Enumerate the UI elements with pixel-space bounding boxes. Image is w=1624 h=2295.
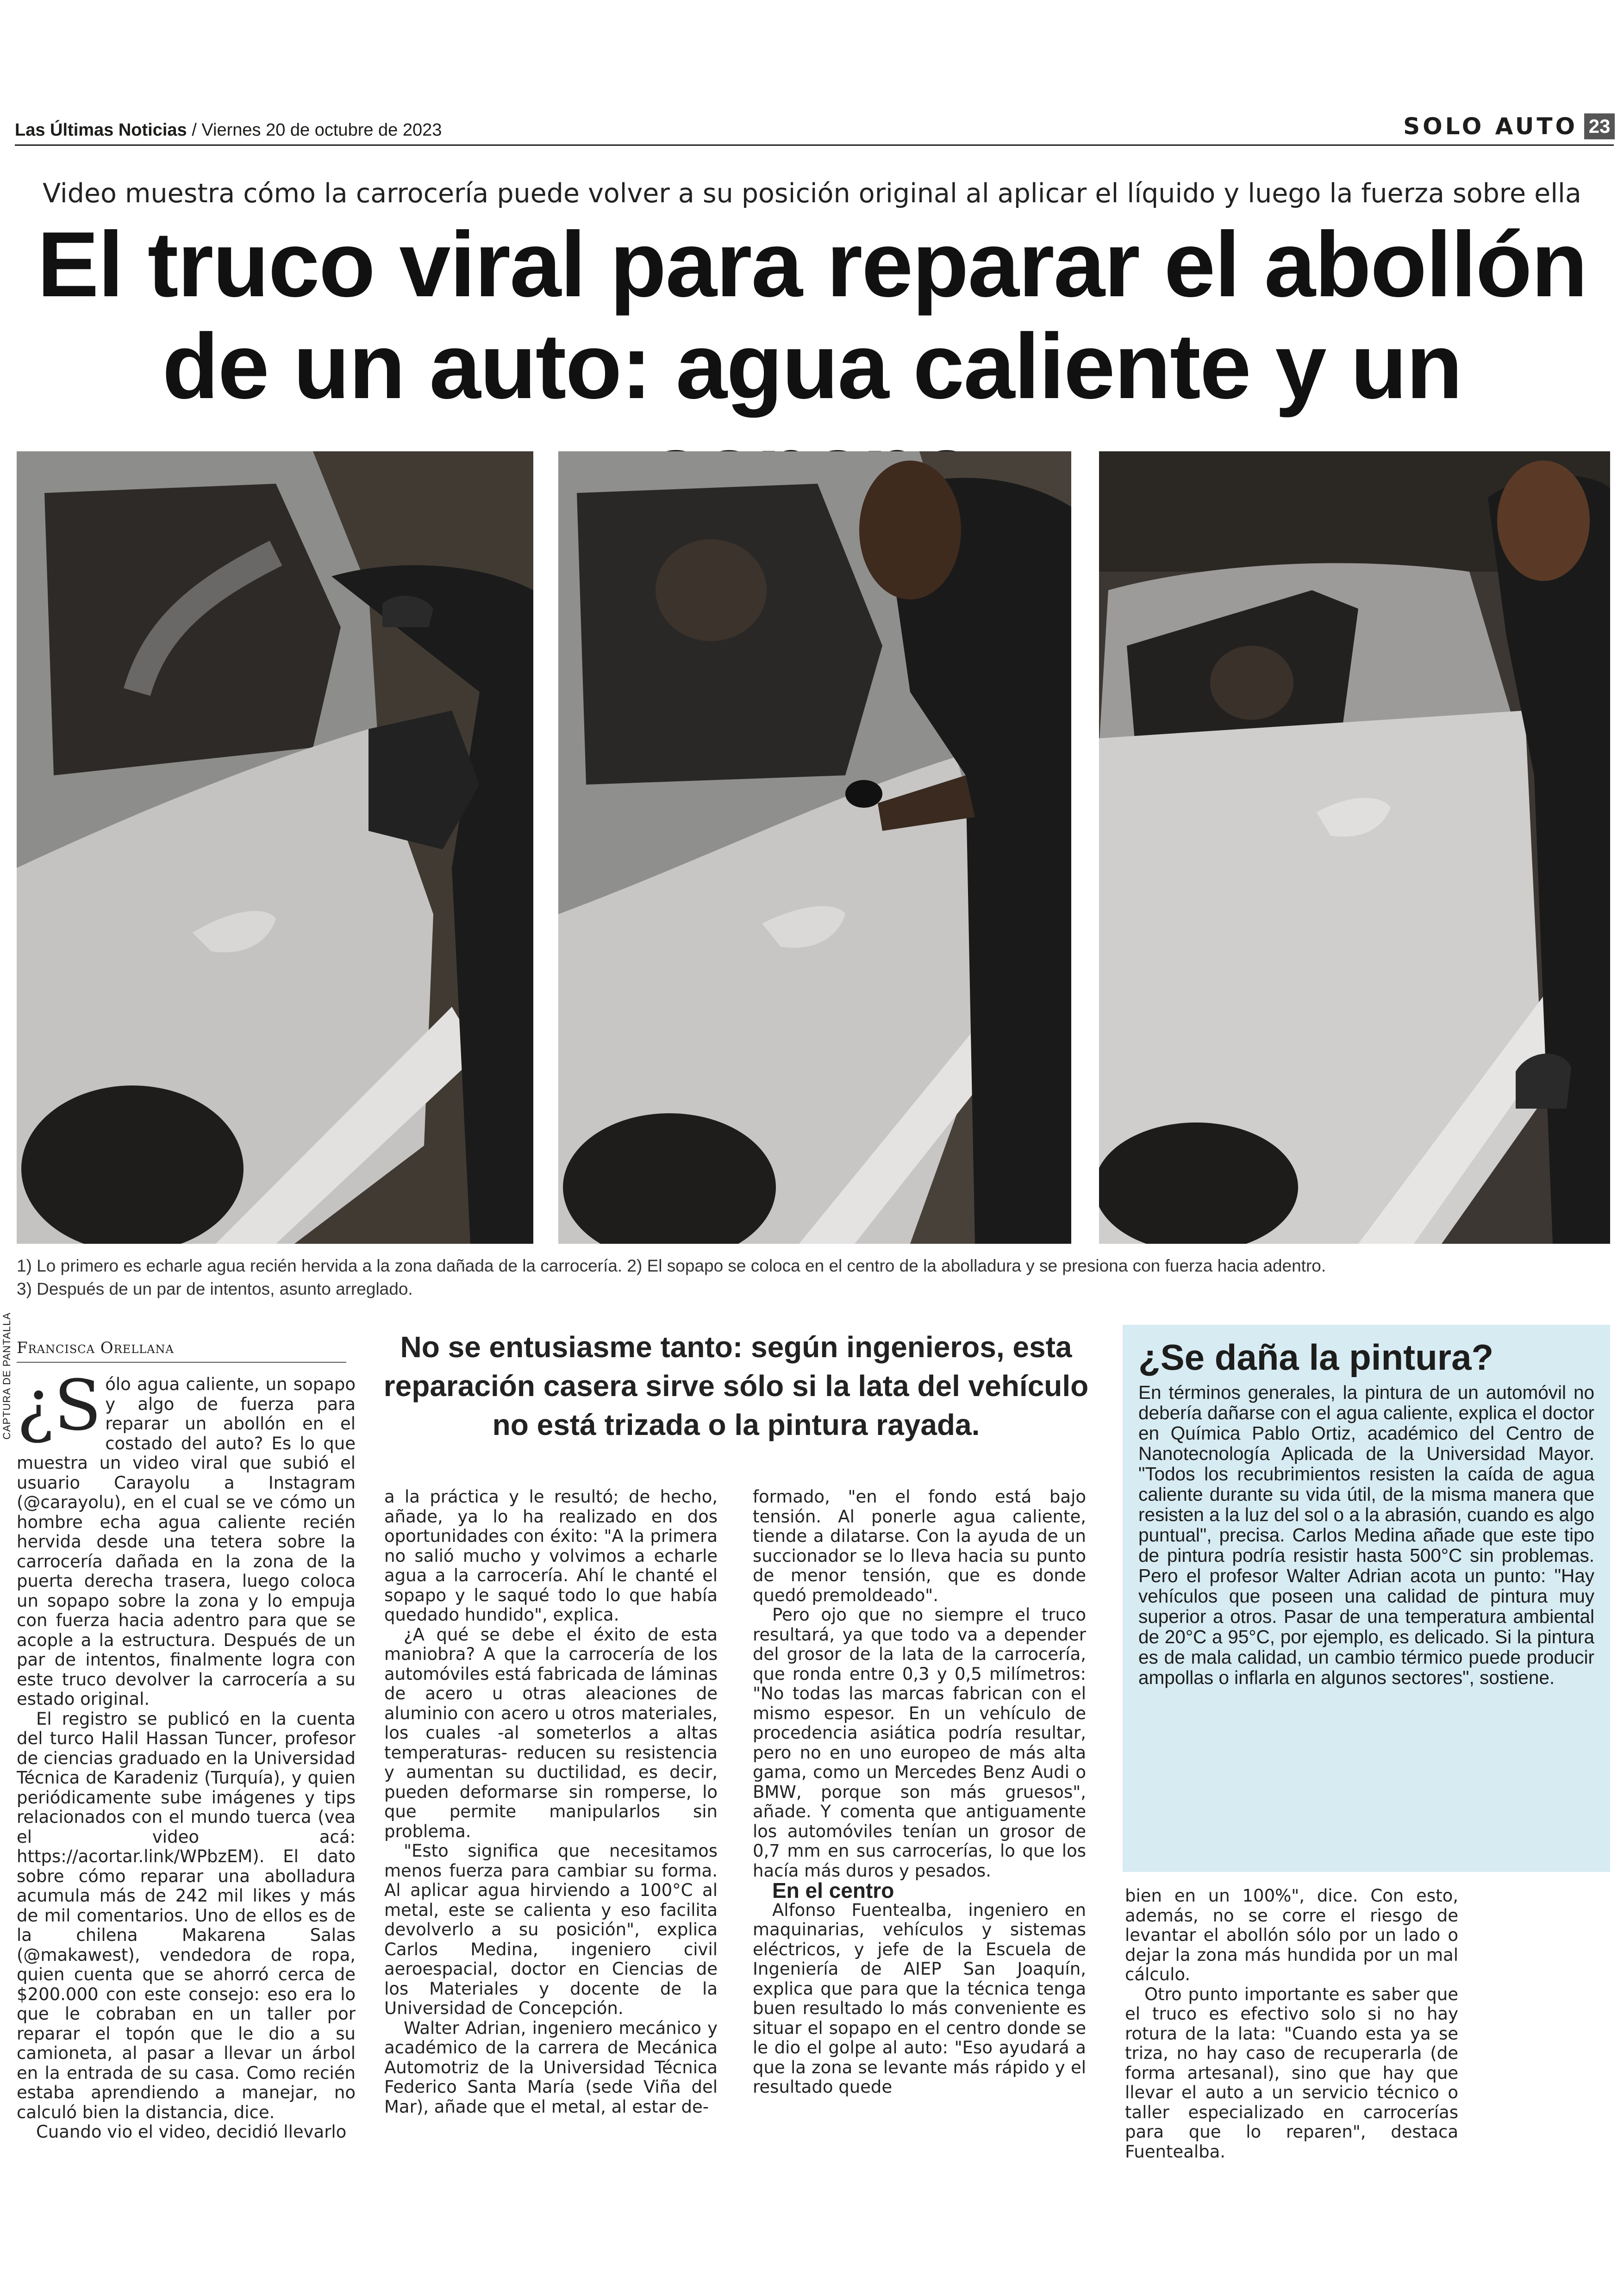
publication-name: Las Últimas Noticias bbox=[15, 120, 187, 140]
photo-credit bbox=[1, 1245, 18, 1440]
photo-1-hot-water bbox=[17, 451, 533, 1244]
byline: Francisca Orellana bbox=[17, 1339, 174, 1357]
col1-p1-text: ólo agua caliente, un sopapo y algo de fuerza para reparar un abollón en el costado del auto? Es lo que muestra un video viral que subió el usuario Carayolu a Instagram (@carayolu), en el cual se ve cómo un hombre echa agua caliente recién hervida desde una tetera sobre la carrocería dañada en la zona de la puerta derecha trasera, luego coloca un sopapo sobre la zona y lo empuja con fuerza hacia adentro para que se acople a la estructura. Después de un par de intentos, finalmente logra con este truco devolver la carrocería a su estado original. bbox=[17, 1374, 356, 1709]
body-column-4 bbox=[1125, 1886, 1458, 2162]
article-headline: El truco viral para reparar el abollón de un auto: agua caliente y un bbox=[37, 213, 1587, 418]
photo-credit-text: CAPTURA DE PANTALLA bbox=[1, 1312, 12, 1440]
pull-quote: No se entusiasme tanto: según ingenieros, esta reparación casera sirve sólo si la lata del vehículo no está trizada o la pintura rayada. bbox=[383, 1330, 1089, 1441]
byline-rule bbox=[17, 1362, 346, 1363]
masthead-right bbox=[1403, 113, 1615, 140]
photo-3-repaired bbox=[1099, 451, 1610, 1244]
col1-paragraph-1 bbox=[17, 1366, 356, 1709]
body-column-1 bbox=[17, 1366, 356, 2142]
sidebar-title: ¿Se daña la pintura? bbox=[1138, 1337, 1494, 1378]
col1-paragraph-2: El registro se publicó en la cuenta del turco Halil Hassan Tuncer, profesor de ciencias graduado en la Universidad Técnica de Karadeniz (Turquía), y quien periódicamente sube imágenes y tips relacionados con el mundo tuerca (vea el video acá: https://acortar.link/WPbzEM). El dato sobre cómo reparar una abolladura acumula más de 242 mil likes y más de mil comentarios. Uno de ellos es de la chilena Makarena Salas (@makawest), vendedora de ropa, quien cuenta que se ahorró cerca de $200.000 con este consejo: eso era lo que le cobraban en un taller por reparar el topón que le dio a su camioneta, al pasar a llevar un árbol en la entrada de su casa. Como recién estaba aprendiendo a manejar, no calculó bien la distancia, dice. bbox=[17, 1709, 356, 2122]
page-number: 23 bbox=[1584, 113, 1615, 139]
caption-line-2: 3) Después de un par de intentos, asunto arreglado. bbox=[17, 1279, 413, 1298]
body-column-2 bbox=[384, 1487, 718, 2117]
photo-2-plunger bbox=[558, 451, 1071, 1244]
masthead-separator: / bbox=[187, 120, 202, 140]
col2-paragraph-3: "Esto significa que necesitamos menos fuerza para cambiar su forma. Al aplicar agua hirviendo a 100°C al metal, este se calienta y eso facilita devolverlo a su posición", explica Carlos Medina, ingeniero civil aeroespacial, doctor en Ciencias de los Materiales y docente de la Universidad de Concepción. bbox=[384, 1841, 718, 2018]
section-label: SOLO AUTO bbox=[1403, 113, 1578, 140]
col4-paragraph-1: bien en un 100%", dice. Con esto, además, no se corre el riesgo de levantar el abollón sólo por un lado o dejar la zona más hundida por un mal cálculo. bbox=[1125, 1886, 1458, 1984]
article-subtitle: Video muestra cómo la carrocería puede volver a su posición original al aplicar el líquido y luego la fuerza sobre ella bbox=[43, 178, 1581, 209]
sidebar-text: En términos generales, la pintura de un automóvil no debería dañarse con el agua caliente, explica el doctor en Química Pablo Ortiz, académico del Centro de Nanotecnología Aplicada de la Universidad Mayor. "Todos los recubrimientos resisten la caída de agua caliente durante su vida útil, de la misma manera que resisten a la luz del sol o a la abrasión, cuando es algo puntual", precisa. Carlos Medina añade que este tipo de pintura podría resistir hasta 500°C sin problemas. Pero el profesor Walter Adrian acota un punto: "Hay vehículos que poseen una calidad de pintura muy superior a otros. Pasar de una temperatura ambiental de 20°C a 95°C, por ejemplo, es delicado. Si la pintura es de mala calidad, un cambio térmico puede producir ampollas o inflarla en algunos sectores", sostiene. bbox=[1138, 1382, 1594, 1688]
body-column-3 bbox=[753, 1487, 1086, 2097]
col3-paragraph-3: Alfonso Fuentealba, ingeniero en maquinarias, vehículos y sistemas eléctricos, y jefe de la Escuela de Ingeniería de AIEP San Joaquín, explica que para que la técnica tenga buen resultado lo más conveniente es situar el sopapo en el centro donde se le dio el golpe al auto: "Eso ayudará a que la zona se levante más rápido y el resultado quede bbox=[753, 1900, 1086, 2097]
col2-paragraph-1: a la práctica y le resultó; de hecho, añade, ya lo ha realizado en dos oportunidades con éxito: "A la primera no salió mucho y volvimos a echarle agua a la carrocería. Ahí le chanté el sopapo y le saqué todo lo que había quedado hundido", explica. bbox=[384, 1487, 718, 1625]
col3-subhead: En el centro bbox=[772, 1878, 894, 1902]
issue-date: Viernes 20 de octubre de 2023 bbox=[201, 120, 442, 140]
masthead-left bbox=[15, 120, 442, 140]
photo-caption bbox=[17, 1254, 1609, 1301]
header-rule bbox=[15, 144, 1614, 146]
dropcap: ¿S bbox=[17, 1366, 102, 1446]
col2-paragraph-2: ¿A qué se debe el éxito de esta maniobra? A que la carrocería de los automóviles está fabricada de láminas de acero u otras aleaciones de aluminio con acero u otros materiales, los cuales -al someterlos a altas temperaturas- reducen su resistencia y aumentan su ductilidad, es decir, pueden deformarse sin romperse, lo que permite manipularlos sin problema. bbox=[384, 1624, 718, 1841]
sidebar-box bbox=[1123, 1325, 1610, 1872]
caption-line-1: 1) Lo primero es echarle agua recién hervida a la zona dañada de la carrocería. 2) El sopapo se coloca en el centro de la abolladura y se presiona con fuerza hacia adentro. bbox=[17, 1256, 1326, 1275]
col2-paragraph-4: Walter Adrian, ingeniero mecánico y académico de la carrera de Mecánica Automotriz de la Universidad Técnica Federico Santa María (sede Viña del Mar), añade que el metal, al estar de- bbox=[384, 2018, 718, 2117]
col3-paragraph-1: formado, "en el fondo está bajo tensión. Al ponerle agua caliente, tiende a dilatarse. Con la ayuda de un succionador se lo lleva hacia su punto de menor tensión, que es donde quedó premoldeado". bbox=[753, 1487, 1086, 1605]
col4-paragraph-2: Otro punto importante es saber que el truco es efectivo solo si no hay rotura de la lata: "Cuando esta ya se triza, no hay caso de recuperarla (de forma artesanal), sino que hay que llevar el auto a un servicio técnico o taller especializado en carrocerías para que lo reparen", destaca Fuentealba. bbox=[1125, 1984, 1458, 2162]
col1-paragraph-3: Cuando vio el video, decidió llevarlo bbox=[36, 2122, 347, 2142]
col3-paragraph-2: Pero ojo que no siempre el truco resultará, ya que todo va a depender del grosor de la lata de la carrocería, que ronda entre 0,3 y 0,5 milímetros: "No todas las marcas fabrican con el mismo espesor. En un vehículo de procedencia asiática podría resultar, pero no en uno europeo de más alta gama, como un Mercedes Benz Audi o BMW, porque son más gruesos", añade. Y comenta que antiguamente los automóviles tenían un grosor de 0,7 mm en sus carrocerías, lo que los hacía más duros y pesados. bbox=[753, 1605, 1086, 1881]
